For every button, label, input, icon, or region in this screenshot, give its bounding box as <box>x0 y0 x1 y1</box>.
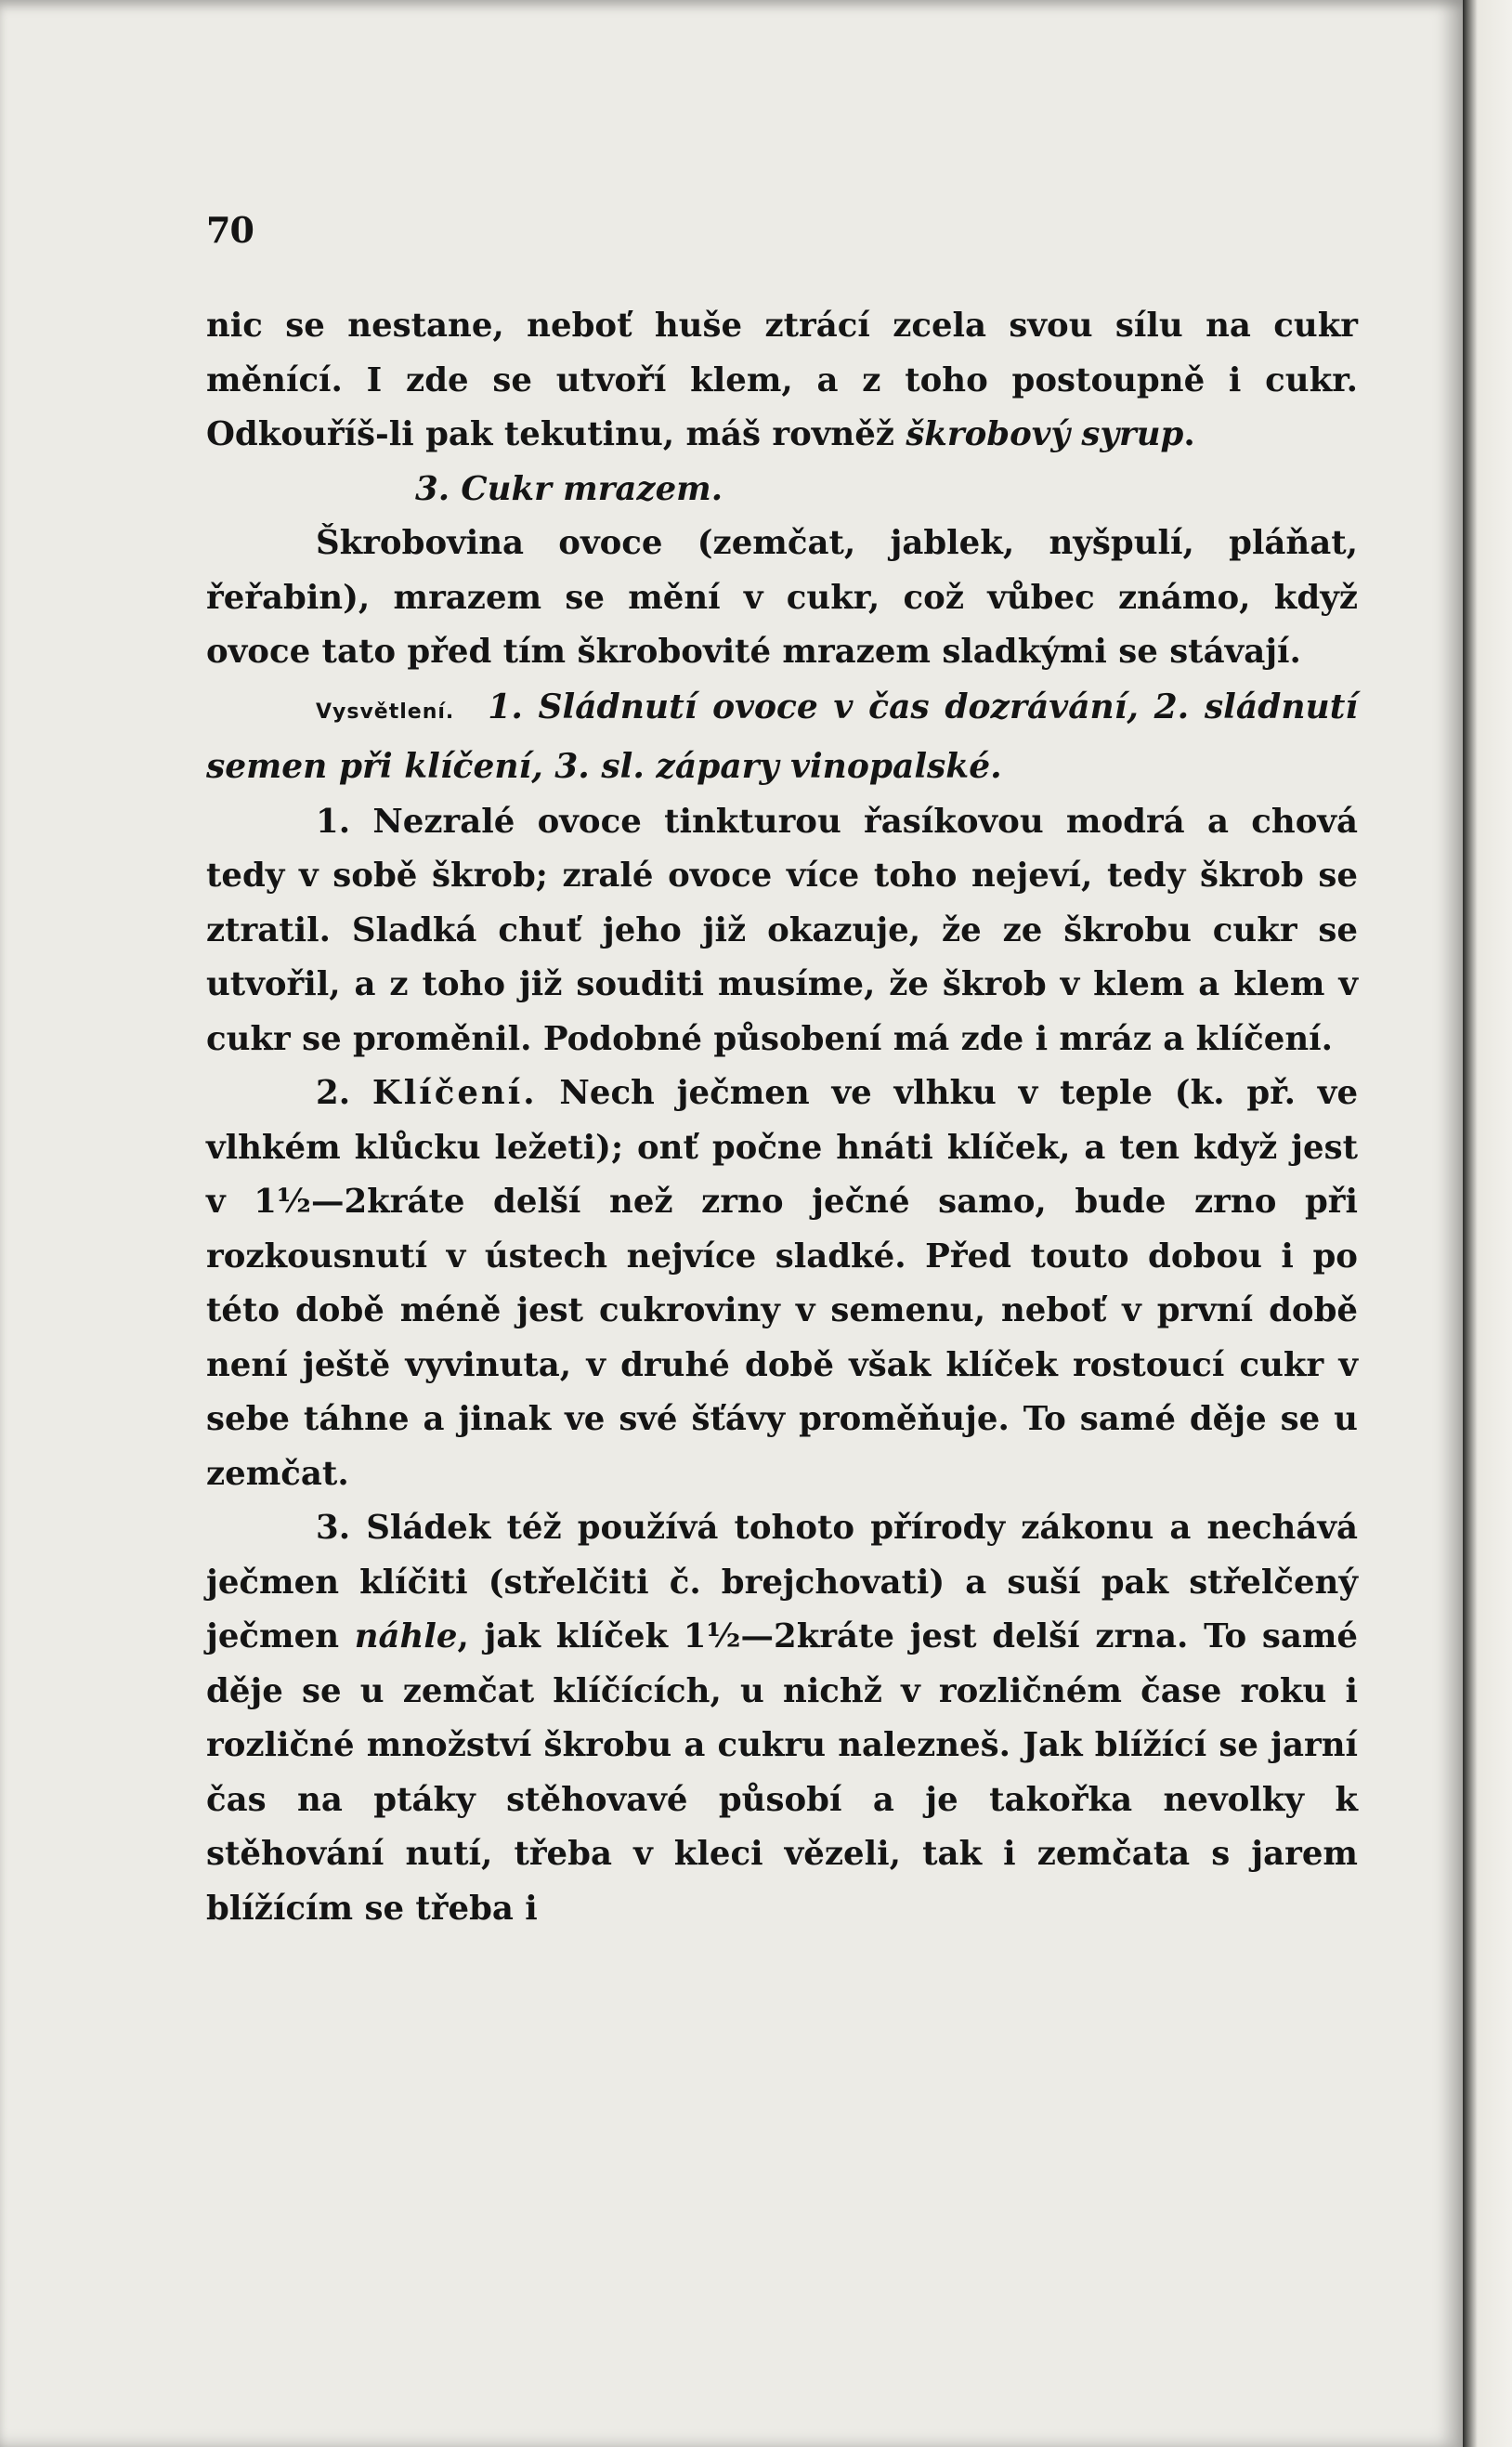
section-heading: 3. Cukr mrazem. <box>415 469 723 508</box>
item-number: 2. <box>316 1074 351 1112</box>
explanation-note <box>206 680 1358 795</box>
page-content <box>206 209 1358 1936</box>
paragraph-text-end: , jak klíček 1½—2kráte jest delší zrna. To samé děje se u zemčat klíčících, u nichž v rozličném čase roku i rozličné množství škrobu a cukru nalezneš. Jak blížící se jarní čas na ptáky stěhovavé působí a je takořka nevolky k stěhování nutí, třeba v kleci vězeli, tak i zemčata s jarem blížícím se třeba i <box>206 1617 1358 1928</box>
paragraph-frost: Škrobovina ovoce (zemčat, jablek, nyšpulí, pláňat, řeřabin), mrazem se mění v cukr, což vůbec známo, když ovoce tato před tím škrobovité mrazem sladkými se stávají. <box>206 524 1358 671</box>
paragraph-brewer <box>206 1501 1358 1936</box>
paragraph-text-end: . <box>1183 415 1195 453</box>
paragraph-continued <box>206 299 1358 463</box>
paragraph-germination <box>206 1066 1358 1501</box>
explanation-text: 1. Sládnutí ovoce v čas dozrávání, 2. sládnutí semen při klíčení, 3. sl. zápary vinopalské. <box>206 687 1358 786</box>
paragraph-text: 3. Sládek též používá tohoto přírody zákonu a nechává ječmen klíčiti (střelčiti č. brejchovati) a suší pak střelčený ječmen <box>206 1509 1358 1655</box>
explanation-label: Vysvětlení. <box>316 700 455 724</box>
paragraph-text: nic se nestane, neboť huše ztrácí zcela svou sílu na cukr měnící. I zde se utvoří klem, a z toho postoupně i cukr. Odkouříš-li pak tekutinu, máš rovněž <box>206 307 1358 453</box>
next-page-edge <box>1463 0 1512 2447</box>
page-number: 70 <box>206 209 254 251</box>
item-text: Nech ječmen ve vlhku v teple (k. př. ve vlhkém klůcku ležeti); onť počne hnáti klíček, a ten když jest v 1½—2kráte delší než zrno ječné samo, bude zrno při rozkousnutí v ústech nejvíce sladké. Před touto dobou i po této době méně jest cukroviny v semenu, neboť v první době není ještě vyvinuta, v druhé době však klíček rostoucí cukr v sebe táhne a jinak ve své šťávy proměňuje. To samé děje se u zemčat. <box>206 1074 1359 1493</box>
emphasis-term: škrobový syrup <box>906 415 1184 453</box>
paragraph-unripe-fruit: 1. Nezralé ovoce tinkturou řasíkovou modrá a chová tedy v sobě škrob; zralé ovoce více toho nejeví, tedy škrob se ztratil. Sladká chuť jeho již okazuje, že ze škrobu cukr se utvořil, a z toho již souditi musíme, že škrob v klem a klem v cukr se proměnil. Podobné působení má zde i mráz a klíčení. <box>206 802 1358 1058</box>
item-label: Klíčení. <box>371 1074 538 1112</box>
emphasis-term: náhle <box>354 1617 458 1655</box>
